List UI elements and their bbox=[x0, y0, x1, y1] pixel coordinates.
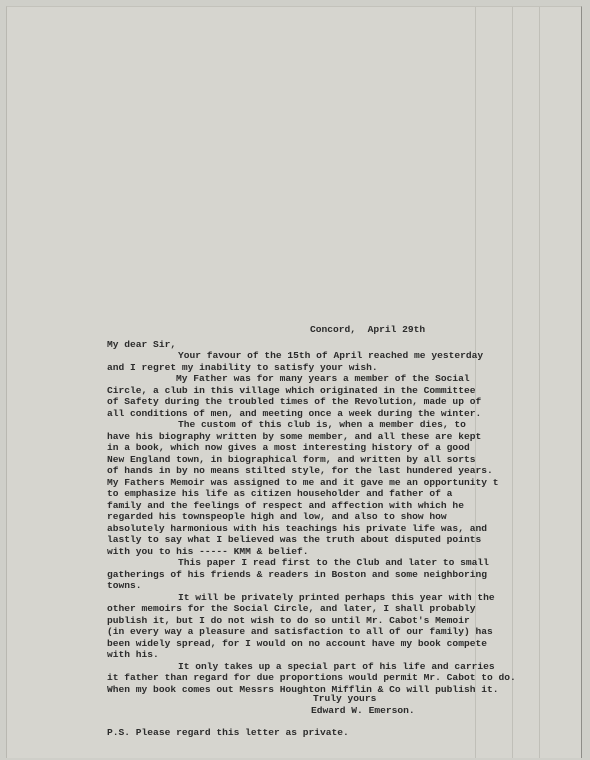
letter-line: Circle, a club in this village which originated in the Committee bbox=[107, 384, 476, 396]
letter-line: When my book comes out Messrs Houghton Mifflin & Co will publish it. bbox=[107, 683, 499, 695]
letter-line: absolutely harmonious with his teachings his private life was, and bbox=[107, 522, 487, 534]
letter-line: towns. bbox=[107, 580, 142, 591]
letter-line: of Safety during the troubled times of the Revolution, made up of bbox=[107, 396, 482, 407]
letter-line: (in every way a pleasure and satisfaction to all of our family) has bbox=[107, 626, 493, 637]
letter-line: in a book, which now gives a most interesting history of a good bbox=[107, 442, 470, 453]
closing: Truly yours bbox=[313, 693, 377, 704]
letter-line: and I regret my inability to satisfy your wish. bbox=[107, 361, 378, 373]
signature: Edward W. Emerson. bbox=[311, 705, 415, 716]
letter-line: gatherings of his friends & readers in Boston and some neighboring bbox=[107, 568, 487, 580]
letter-line: This paper I read first to the Club and later to small bbox=[178, 557, 489, 568]
letter-line: The custom of this club is, when a member dies, to bbox=[178, 419, 466, 430]
letter-line: with his. bbox=[107, 649, 159, 660]
letter-line: It will be privately printed perhaps this year with the bbox=[178, 591, 495, 603]
letter-line: Your favour of the 15th of April reached me yesterday bbox=[178, 350, 484, 361]
letter-line: New England town, in biographical form, and written by all sorts bbox=[107, 453, 476, 465]
letter-line: My Fathers Memoir was assigned to me and it gave me an opportunity t bbox=[107, 476, 499, 488]
salutation: My dear Sir, bbox=[107, 339, 177, 350]
letter-line: lastly to say what I believed was the truth about disputed points bbox=[107, 534, 482, 545]
letter-line: with you to his ----- KMM & belief. bbox=[107, 545, 309, 557]
postscript: P.S. Please regard this letter as private. bbox=[107, 727, 349, 738]
letter-line: It only takes up a special part of his life and carries bbox=[178, 660, 495, 672]
letter-line: been widely spread, for I would on no account have my book compete bbox=[107, 637, 487, 649]
dateline: Concord, April 29th bbox=[310, 324, 426, 335]
letter-line: of hands in by no means stilted style, for the last hundered years. bbox=[107, 465, 493, 476]
letter-line: publish it, but I do not wish to do so until Mr. Cabot's Memoir bbox=[107, 614, 470, 626]
letter-line: My Father was for many years a member of the Social bbox=[176, 373, 470, 384]
paper-fold-line bbox=[539, 7, 540, 758]
letter-line: other memoirs for the Social Circle, and later, I shall probably bbox=[107, 603, 476, 614]
letter-line: have his biography written by some member, and all these are kept bbox=[107, 430, 482, 442]
letter-line: family and the feelings of respect and affection with which he bbox=[107, 499, 464, 511]
paper-fold-line bbox=[512, 7, 513, 758]
letter-line: regarded his townspeople high and low, and also to show how bbox=[107, 511, 447, 522]
letter-line: it father than regard for due proportions would permit Mr. Cabot to do. bbox=[107, 672, 516, 683]
letter-line: to emphasize his life as citizen householder and father of a bbox=[107, 488, 453, 499]
letter-line: all conditions of men, and meeting once a week during the winter. bbox=[107, 407, 482, 419]
